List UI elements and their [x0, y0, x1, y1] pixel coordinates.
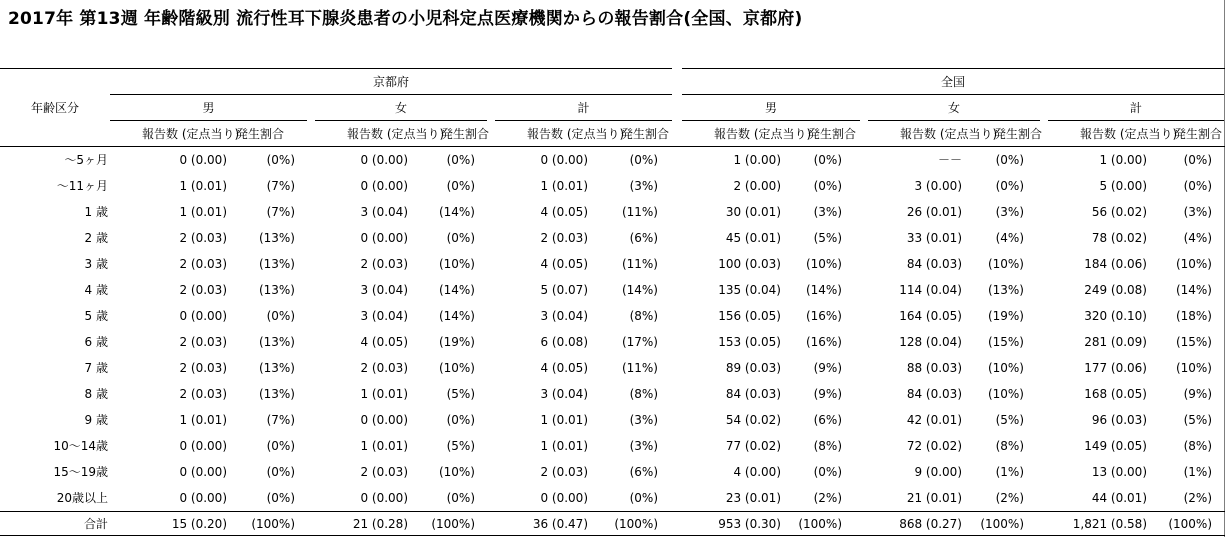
count-cell: 77 (0.02)	[725, 439, 781, 453]
total-label: 合計	[83, 517, 108, 531]
ratio-cell: (5%)	[813, 231, 842, 245]
count-cell: 23 (0.01)	[725, 491, 781, 505]
count-column-header: 報告数 (定点当り)	[142, 127, 240, 141]
ratio-cell: (0%)	[813, 153, 842, 167]
region-header: 京都府	[372, 75, 409, 89]
count-cell: 3 (0.04)	[360, 283, 408, 297]
count-cell: 164 (0.05)	[899, 309, 962, 323]
count-cell: 0 (0.00)	[360, 231, 408, 245]
age-group-header: 年齢区分	[30, 101, 79, 115]
age-label: ～5ヶ月	[64, 153, 108, 167]
total-ratio-cell: (100%)	[798, 517, 842, 531]
ratio-cell: (8%)	[1183, 439, 1212, 453]
ratio-cell: (0%)	[629, 153, 658, 167]
count-cell: 5 (0.00)	[1099, 179, 1147, 193]
count-cell: 72 (0.02)	[906, 439, 962, 453]
ratio-cell: (0%)	[266, 465, 295, 479]
sex-header: 男	[764, 101, 777, 115]
count-cell: 2 (0.03)	[540, 231, 588, 245]
ratio-cell: (0%)	[266, 309, 295, 323]
count-cell: 78 (0.02)	[1091, 231, 1147, 245]
ratio-cell: (13%)	[258, 335, 295, 349]
count-cell: 9 (0.00)	[914, 465, 962, 479]
ratio-cell: (10%)	[438, 465, 475, 479]
count-cell: 2 (0.03)	[179, 335, 227, 349]
ratio-cell: (14%)	[438, 309, 475, 323]
ratio-cell: (3%)	[813, 205, 842, 219]
total-ratio-cell: (100%)	[1168, 517, 1212, 531]
count-cell: 84 (0.03)	[906, 387, 962, 401]
ratio-cell: (3%)	[629, 413, 658, 427]
ratio-cell: (3%)	[629, 179, 658, 193]
count-cell: 156 (0.05)	[718, 309, 781, 323]
ratio-cell: (2%)	[813, 491, 842, 505]
ratio-cell: (14%)	[1175, 283, 1212, 297]
header-top-rule-national	[682, 68, 1225, 69]
count-column-header: 報告数 (定点当り)	[900, 127, 998, 141]
ratio-cell: (16%)	[805, 309, 842, 323]
count-cell: 281 (0.09)	[1084, 335, 1147, 349]
ratio-cell: (10%)	[438, 257, 475, 271]
count-cell: 33 (0.01)	[906, 231, 962, 245]
ratio-cell: (10%)	[805, 257, 842, 271]
table-bottom-rule	[0, 535, 1225, 536]
ratio-cell: (2%)	[995, 491, 1024, 505]
count-cell: 1 (0.01)	[360, 387, 408, 401]
count-cell: 3 (0.04)	[360, 309, 408, 323]
count-cell: 2 (0.00)	[733, 179, 781, 193]
count-cell: 0 (0.00)	[179, 491, 227, 505]
ratio-cell: (4%)	[995, 231, 1024, 245]
ratio-cell: (3%)	[1183, 205, 1212, 219]
count-cell: 2 (0.03)	[179, 387, 227, 401]
count-cell: 4 (0.05)	[540, 361, 588, 375]
ratio-cell: (14%)	[621, 283, 658, 297]
count-cell: 177 (0.06)	[1084, 361, 1147, 375]
ratio-cell: (5%)	[1183, 413, 1212, 427]
ratio-column-header: 発生割合	[236, 127, 285, 141]
count-cell: 153 (0.05)	[718, 335, 781, 349]
count-cell: 1 (0.01)	[179, 413, 227, 427]
ratio-cell: (13%)	[258, 361, 295, 375]
count-cell: 5 (0.07)	[540, 283, 588, 297]
ratio-cell: (0%)	[813, 179, 842, 193]
ratio-cell: (19%)	[438, 335, 475, 349]
count-cell: 1 (0.01)	[360, 439, 408, 453]
count-cell: 26 (0.01)	[906, 205, 962, 219]
total-count-cell: 868 (0.27)	[899, 517, 962, 531]
ratio-cell: (7%)	[266, 179, 295, 193]
sex-header: 女	[947, 101, 960, 115]
ratio-cell: (9%)	[1183, 387, 1212, 401]
count-cell: －－	[937, 153, 962, 167]
count-cell: 0 (0.00)	[179, 465, 227, 479]
region-rule-0	[110, 94, 672, 95]
ratio-cell: (10%)	[987, 387, 1024, 401]
count-cell: 3 (0.04)	[540, 309, 588, 323]
total-count-cell: 21 (0.28)	[352, 517, 408, 531]
sex-rule-4	[868, 120, 1040, 121]
ratio-cell: (10%)	[1175, 257, 1212, 271]
count-cell: 2 (0.03)	[360, 361, 408, 375]
ratio-cell: (0%)	[446, 179, 475, 193]
ratio-column-header: 発生割合	[441, 127, 490, 141]
count-cell: 3 (0.00)	[914, 179, 962, 193]
ratio-cell: (16%)	[805, 335, 842, 349]
ratio-cell: (19%)	[987, 309, 1024, 323]
count-cell: 30 (0.01)	[725, 205, 781, 219]
count-cell: 0 (0.00)	[360, 153, 408, 167]
total-count-cell: 1,821 (0.58)	[1072, 517, 1147, 531]
sex-rule-2	[495, 120, 672, 121]
ratio-cell: (13%)	[987, 283, 1024, 297]
ratio-cell: (6%)	[813, 413, 842, 427]
ratio-column-header: 発生割合	[808, 127, 857, 141]
total-count-cell: 15 (0.20)	[171, 517, 227, 531]
count-cell: 2 (0.03)	[179, 257, 227, 271]
count-cell: 114 (0.04)	[899, 283, 962, 297]
count-cell: 1 (0.01)	[540, 439, 588, 453]
ratio-column-header: 発生割合	[1174, 127, 1223, 141]
page-title: 2017年 第13週 年齢階級別 流行性耳下腺炎患者の小児科定点医療機関からの報告割合(全国、京都府)	[8, 9, 803, 29]
total-ratio-cell: (100%)	[614, 517, 658, 531]
count-cell: 0 (0.00)	[360, 179, 408, 193]
ratio-cell: (4%)	[1183, 231, 1212, 245]
count-cell: 0 (0.00)	[179, 153, 227, 167]
count-cell: 84 (0.03)	[906, 257, 962, 271]
count-cell: 45 (0.01)	[725, 231, 781, 245]
ratio-cell: (10%)	[987, 257, 1024, 271]
ratio-cell: (8%)	[629, 387, 658, 401]
header-bottom-rule	[0, 146, 1225, 147]
ratio-cell: (8%)	[813, 439, 842, 453]
ratio-cell: (18%)	[1175, 309, 1212, 323]
ratio-cell: (13%)	[258, 387, 295, 401]
count-column-header: 報告数 (定点当り)	[1080, 127, 1178, 141]
count-cell: 1 (0.01)	[540, 179, 588, 193]
ratio-cell: (14%)	[438, 205, 475, 219]
ratio-column-header: 発生割合	[994, 127, 1043, 141]
ratio-cell: (6%)	[629, 465, 658, 479]
ratio-cell: (2%)	[1183, 491, 1212, 505]
ratio-cell: (11%)	[621, 257, 658, 271]
count-cell: 1 (0.01)	[179, 205, 227, 219]
ratio-cell: (17%)	[621, 335, 658, 349]
ratio-cell: (8%)	[629, 309, 658, 323]
sex-header: 女	[394, 101, 407, 115]
ratio-cell: (10%)	[438, 361, 475, 375]
count-cell: 2 (0.03)	[179, 231, 227, 245]
age-label: 8 歳	[84, 387, 108, 401]
ratio-cell: (3%)	[629, 439, 658, 453]
count-cell: 3 (0.04)	[360, 205, 408, 219]
total-count-cell: 36 (0.47)	[532, 517, 588, 531]
ratio-cell: (9%)	[813, 361, 842, 375]
count-cell: 6 (0.08)	[540, 335, 588, 349]
sex-header: 男	[202, 101, 215, 115]
ratio-cell: (0%)	[266, 439, 295, 453]
ratio-cell: (10%)	[1175, 361, 1212, 375]
sex-header: 計	[577, 101, 590, 115]
count-column-header: 報告数 (定点当り)	[347, 127, 445, 141]
count-cell: 2 (0.03)	[179, 361, 227, 375]
count-cell: 128 (0.04)	[899, 335, 962, 349]
ratio-cell: (7%)	[266, 413, 295, 427]
total-ratio-cell: (100%)	[431, 517, 475, 531]
count-cell: 1 (0.01)	[179, 179, 227, 193]
total-top-rule	[0, 511, 1225, 512]
count-cell: 44 (0.01)	[1091, 491, 1147, 505]
count-cell: 168 (0.05)	[1084, 387, 1147, 401]
count-cell: 89 (0.03)	[725, 361, 781, 375]
count-cell: 0 (0.00)	[540, 153, 588, 167]
ratio-cell: (0%)	[266, 491, 295, 505]
count-cell: 3 (0.04)	[540, 387, 588, 401]
total-ratio-cell: (100%)	[980, 517, 1024, 531]
count-cell: 13 (0.00)	[1091, 465, 1147, 479]
ratio-cell: (14%)	[805, 283, 842, 297]
ratio-cell: (5%)	[995, 413, 1024, 427]
count-cell: 0 (0.00)	[179, 439, 227, 453]
ratio-cell: (15%)	[987, 335, 1024, 349]
age-label: 5 歳	[84, 309, 108, 323]
count-cell: 1 (0.00)	[1099, 153, 1147, 167]
region-header: 全国	[940, 75, 965, 89]
count-column-header: 報告数 (定点当り)	[527, 127, 625, 141]
ratio-cell: (13%)	[258, 283, 295, 297]
ratio-cell: (13%)	[258, 257, 295, 271]
ratio-cell: (1%)	[1183, 465, 1212, 479]
age-label: 2 歳	[84, 231, 108, 245]
ratio-cell: (0%)	[446, 491, 475, 505]
ratio-cell: (5%)	[446, 387, 475, 401]
region-rule-1	[682, 94, 1224, 95]
ratio-cell: (8%)	[995, 439, 1024, 453]
ratio-cell: (11%)	[621, 205, 658, 219]
count-cell: 2 (0.03)	[360, 465, 408, 479]
header-top-rule	[0, 68, 672, 69]
age-label: 1 歳	[84, 205, 108, 219]
total-ratio-cell: (100%)	[251, 517, 295, 531]
count-cell: 1 (0.01)	[540, 413, 588, 427]
sex-rule-0	[110, 120, 307, 121]
count-cell: 135 (0.04)	[718, 283, 781, 297]
ratio-cell: (10%)	[987, 361, 1024, 375]
ratio-cell: (0%)	[995, 179, 1024, 193]
ratio-cell: (11%)	[621, 361, 658, 375]
ratio-cell: (6%)	[629, 231, 658, 245]
count-cell: 0 (0.00)	[179, 309, 227, 323]
count-cell: 100 (0.03)	[718, 257, 781, 271]
age-label: 10～14歳	[53, 439, 108, 453]
count-column-header: 報告数 (定点当り)	[714, 127, 812, 141]
count-cell: 1 (0.00)	[733, 153, 781, 167]
sex-rule-1	[315, 120, 487, 121]
count-cell: 4 (0.05)	[540, 257, 588, 271]
ratio-cell: (0%)	[446, 413, 475, 427]
age-label: ～11ヶ月	[56, 179, 108, 193]
count-cell: 320 (0.10)	[1084, 309, 1147, 323]
ratio-cell: (0%)	[446, 231, 475, 245]
ratio-cell: (13%)	[258, 231, 295, 245]
age-label: 20歳以上	[56, 491, 108, 505]
count-cell: 149 (0.05)	[1084, 439, 1147, 453]
ratio-cell: (0%)	[813, 465, 842, 479]
age-label: 4 歳	[84, 283, 108, 297]
count-cell: 2 (0.03)	[540, 465, 588, 479]
count-cell: 54 (0.02)	[725, 413, 781, 427]
total-count-cell: 953 (0.30)	[718, 517, 781, 531]
age-label: 15～19歳	[53, 465, 108, 479]
ratio-cell: (0%)	[266, 153, 295, 167]
count-cell: 84 (0.03)	[725, 387, 781, 401]
count-cell: 4 (0.00)	[733, 465, 781, 479]
ratio-cell: (9%)	[813, 387, 842, 401]
count-cell: 4 (0.05)	[360, 335, 408, 349]
ratio-cell: (3%)	[995, 205, 1024, 219]
count-cell: 0 (0.00)	[360, 413, 408, 427]
count-cell: 88 (0.03)	[906, 361, 962, 375]
sex-rule-3	[682, 120, 860, 121]
count-cell: 0 (0.00)	[360, 491, 408, 505]
ratio-cell: (7%)	[266, 205, 295, 219]
count-cell: 0 (0.00)	[540, 491, 588, 505]
count-cell: 56 (0.02)	[1091, 205, 1147, 219]
sex-rule-5	[1048, 120, 1224, 121]
ratio-column-header: 発生割合	[621, 127, 670, 141]
ratio-cell: (0%)	[629, 491, 658, 505]
ratio-cell: (0%)	[995, 153, 1024, 167]
ratio-cell: (5%)	[446, 439, 475, 453]
age-label: 3 歳	[84, 257, 108, 271]
sex-header: 計	[1129, 101, 1142, 115]
ratio-cell: (14%)	[438, 283, 475, 297]
count-cell: 21 (0.01)	[906, 491, 962, 505]
age-label: 9 歳	[84, 413, 108, 427]
ratio-cell: (15%)	[1175, 335, 1212, 349]
count-cell: 184 (0.06)	[1084, 257, 1147, 271]
ratio-cell: (1%)	[995, 465, 1024, 479]
ratio-cell: (0%)	[1183, 153, 1212, 167]
ratio-cell: (0%)	[1183, 179, 1212, 193]
age-label: 6 歳	[84, 335, 108, 349]
count-cell: 249 (0.08)	[1084, 283, 1147, 297]
count-cell: 4 (0.05)	[540, 205, 588, 219]
count-cell: 42 (0.01)	[906, 413, 962, 427]
count-cell: 96 (0.03)	[1091, 413, 1147, 427]
count-cell: 2 (0.03)	[179, 283, 227, 297]
age-label: 7 歳	[84, 361, 108, 375]
ratio-cell: (0%)	[446, 153, 475, 167]
count-cell: 2 (0.03)	[360, 257, 408, 271]
